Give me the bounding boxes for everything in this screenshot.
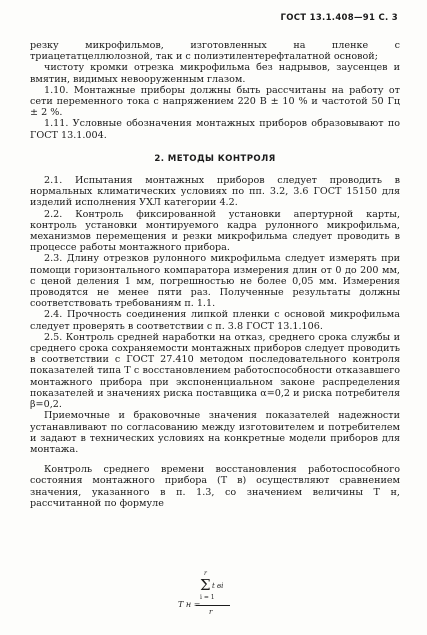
- paragraph-2-3: 2.3. Длину отрезков рулонного микрофильма следует измерять при помощи горизонтального компаратора измерения длин от 0 до 200 мм, с ценой деления 1 мм, погрешностью не более 0,05 мм. Измерения проводятся не менее пяти раз. Полученные результаты должны соответствовать требованиям п. 1.1.: [30, 253, 400, 310]
- formula-lhs: T н =: [178, 600, 201, 609]
- formula-tn: [178, 572, 268, 627]
- paragraph-acceptance-values: Приемочные и браковочные значения показателей надежности устанавливают по согласованию между изготовителем и потребителем и задают в технических условиях на конкретные модели приборов для монтажа.: [30, 410, 400, 455]
- formula-sum-sign: Σ: [200, 576, 211, 594]
- formula-upper-limit: r: [204, 570, 207, 577]
- paragraph-recovery-time: Контроль среднего времени восстановления работоспособного состояния монтажного прибора (Т в) осуществляют сравнением значения, указанного в п. 1.3, со значением величины Т н, рассчитанной по формуле: [30, 464, 400, 509]
- paragraph-2-4: 2.4. Прочность соединения липкой пленки с основой микрофильма следует проверять в соответствии с п. 3.8 ГОСТ 13.1.106.: [30, 309, 400, 332]
- formula-denominator: r: [209, 608, 213, 616]
- paragraph-cut-films: резку микрофильмов, изготовленных на пленке с триацетатцеллюлозной, так и с полиэтилентерефталатной основой;: [30, 40, 400, 63]
- paragraph-1-11: 1.11. Условные обозначения монтажных приборов образовывают по ГОСТ 13.1.004.: [30, 118, 400, 141]
- formula-lower-limit: i = 1: [200, 594, 215, 601]
- section-title: 2. МЕТОДЫ КОНТРОЛЯ: [154, 153, 276, 164]
- formula-term: t вi: [212, 582, 224, 590]
- paragraph-2-1: 2.1. Испытания монтажных приборов следует проводить в нормальных климатических условиях по пп. 3.2, 3.6 ГОСТ 15150 для изделий исполнения УХЛ категории 4.2.: [30, 175, 400, 209]
- paragraph-1-10: 1.10. Монтажные приборы должны быть рассчитаны на работу от сети переменного тока с напряжением 220 В ± 10 % и частотой 50 Гц ± 2 %.: [30, 84, 400, 119]
- paragraph-2-5: 2.5. Контроль средней наработки на отказ, среднего срока службы и среднего срока сохраняемости монтажных приборов следует проводить в соответствии с ГОСТ 27.410 методом последовательного контроля показателей типа Т с восстановлением работоспособности отказавшего монтажного прибора при экспоненциальном законе распределения показателей и значениях риска поставщика α=0,2 и риска потребителя β=0,2.: [30, 331, 400, 411]
- formula-fraction-bar: [196, 605, 230, 606]
- paragraph-edge-cleanliness: чистоту кромки отрезка микрофильма без надрывов, заусенцев и вмятин, видимых невооруженным глазом.: [30, 62, 400, 85]
- running-head: ГОСТ 13.1.408—91 С. 3: [280, 13, 398, 23]
- body-text: [30, 40, 400, 509]
- paragraph-2-2: 2.2. Контроль фиксированной установки апертурной карты, контроль установки монтируемого кадра рулонного микрофильма, механизмов перемещения и резки микрофильма следует проводить в процессе работы монтажного прибора.: [30, 208, 400, 254]
